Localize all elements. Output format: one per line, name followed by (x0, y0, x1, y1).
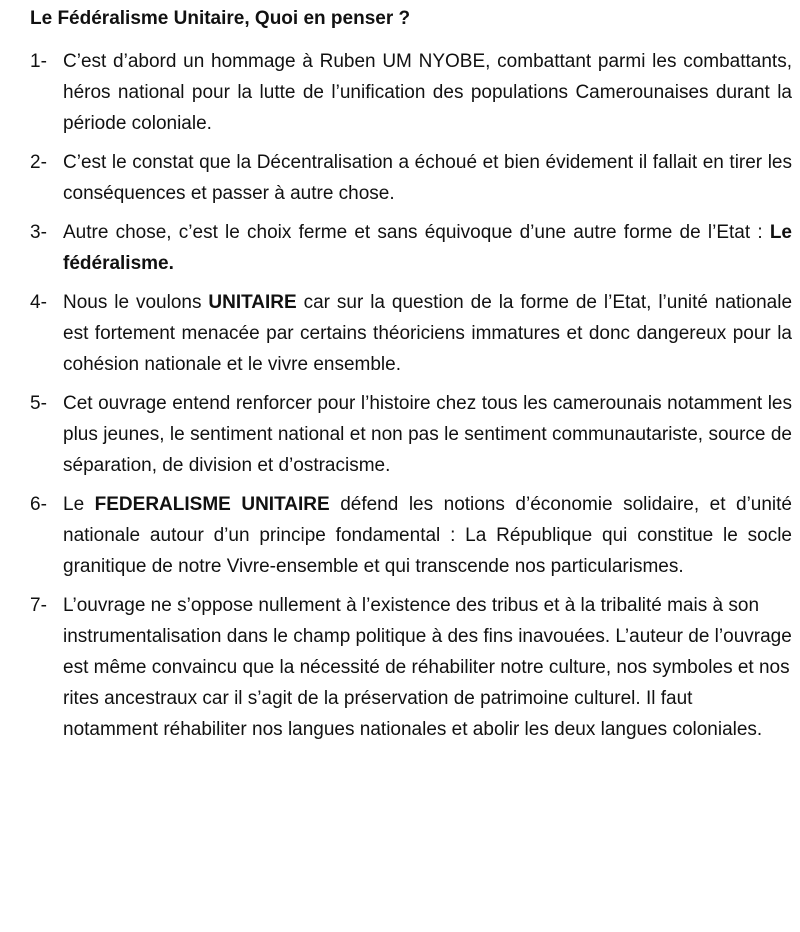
item-text: C’est le constat que la Décentralisation a échoué et bien évidement il fallait en tirer les conséquences et passer à autre chose. (63, 152, 792, 204)
item-text-pre: Le (63, 494, 95, 515)
list-item-3 (30, 217, 792, 279)
list-item-6 (30, 489, 792, 582)
item-number: 5- (30, 393, 47, 414)
item-text (63, 489, 792, 582)
list-item-4 (30, 287, 792, 380)
item-text-post: car sur la question de la forme de l’Etat, l’unité nationale est fortement menacée par certains théoriciens immatures et donc dangereux pour la cohésion nationale et le vivre ensemble. (63, 292, 793, 375)
item-number: 7- (30, 595, 47, 616)
item-number: 3- (30, 222, 47, 243)
item-text: L’ouvrage ne s’oppose nullement à l’existence des tribus et à la tribalité mais à son instrumentalisation dans le champ politique à des fins inavouées. L’auteur de l’ouvrage est même convaincu que la nécessité de réhabiliter notre culture, nos symboles et nos rites ancestraux car il s’agit de la préservation de patrimoine culturel. Il faut notamment réhabiliter nos langues nationales et abolir les deux langues coloniales. (63, 595, 792, 740)
document-title: Le Fédéralisme Unitaire, Quoi en penser ? (30, 8, 411, 29)
list-item-2 (30, 147, 792, 209)
item-text-bold: Le fédéralisme. (63, 222, 792, 274)
list-item-5 (30, 388, 792, 481)
item-text-pre: Autre chose, c’est le choix ferme et sans équivoque d’une autre forme de l’Etat : (63, 222, 770, 243)
item-text-bold: FEDERALISME UNITAIRE (94, 494, 330, 515)
item-text (63, 287, 792, 380)
item-text: C’est d’abord un hommage à Ruben UM NYOBE, combattant parmi les combattants, héros national pour la lutte de l’unification des populations Camerounaises durant la période coloniale. (63, 51, 792, 134)
item-number: 2- (30, 152, 47, 173)
item-number: 1- (30, 51, 47, 72)
item-text-post: défend les notions d’économie solidaire, et d’unité nationale autour d’un principe fondamental : La République qui constitue le socle granitique de notre Vivre-ensemble et qui transcende nos particularismes. (63, 494, 792, 577)
item-text: Cet ouvrage entend renforcer pour l’histoire chez tous les camerounais notamment les plus jeunes, le sentiment national et non pas le sentiment communautariste, source de séparation, de division et d’ostracisme. (63, 393, 792, 476)
list-item-1 (30, 46, 792, 139)
list-item-7 (30, 590, 792, 745)
item-number: 4- (30, 292, 47, 313)
item-text (63, 217, 792, 279)
item-text-bold: UNITAIRE (208, 292, 297, 313)
item-text-pre: Nous le voulons (63, 292, 209, 313)
item-number: 6- (30, 494, 47, 515)
